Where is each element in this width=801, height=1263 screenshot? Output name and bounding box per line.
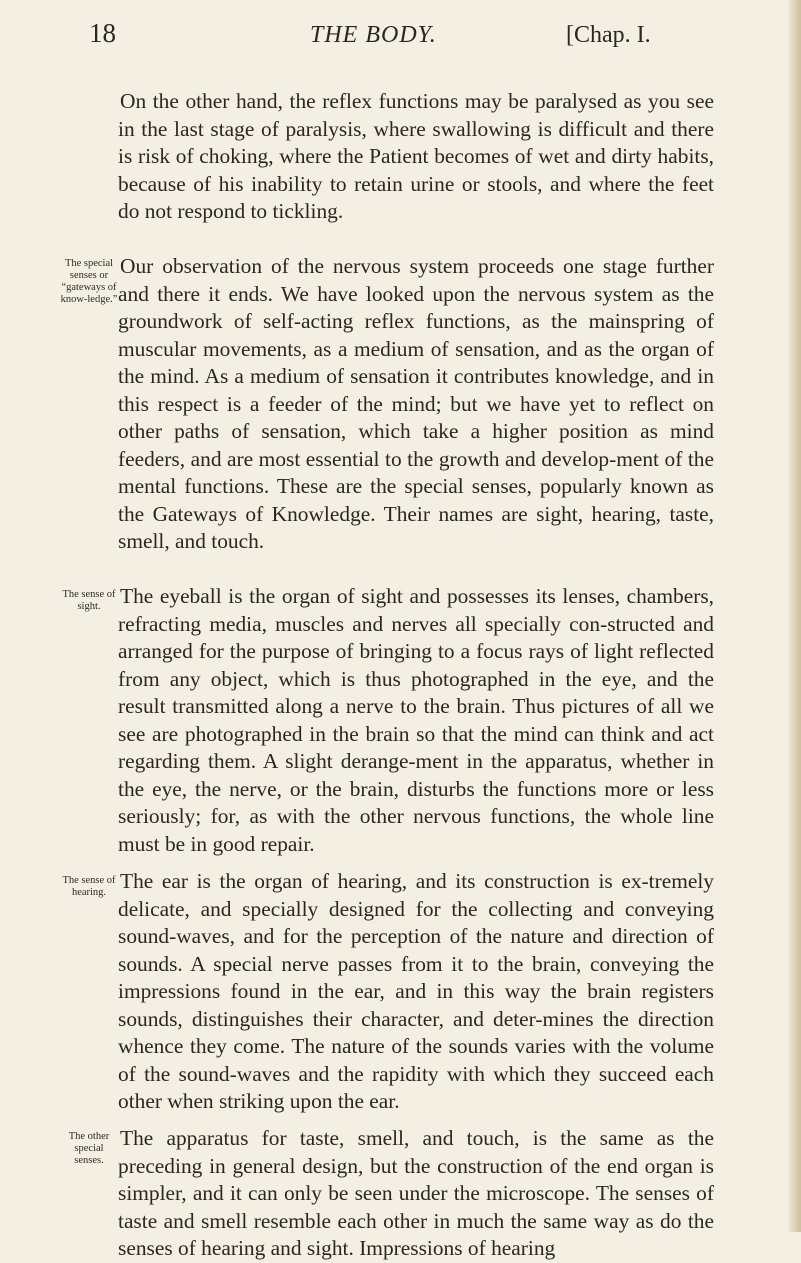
page-number: 18 [89,18,116,48]
chapter-label: [Chap. I. [566,22,651,48]
margin-note-sense-of-sight: The sense of sight. [62,589,116,612]
margin-note-sense-of-hearing: The sense of hearing. [62,875,116,898]
margin-note-other-senses: The other special senses. [68,1131,110,1166]
paragraph-special-senses: Our observation of the nervous system proceeds one stage further and there it ends. We have looked upon the nervous system as the groundwork of self-acting reflex functions, as the mainspring of muscular movements, as a medium of sensation, and as the organ of the mind. As a medium of sensation it contributes knowledge, and in this respect is a feeder of the mind; but we have yet to reflect on other paths of sensation, which take a higher position as mind feeders, and are most essential to the growth and develop-ment of the mental functions. These are the special senses, popularly known as the Gateways of Knowledge. Their names are sight, hearing, taste, smell, and touch. [118,254,714,553]
paragraph-sight: The eyeball is the organ of sight and possesses its lenses, chambers, refracting media, muscles and nerves all specially con-structed and arranged for the purpose of bringing to a focus rays of light reflected from any object, which is thus photographed in the eye, and the result transmitted along a nerve to the brain. Thus pictures of all we see are photographed in the brain so that the mind can think and act regarding them. A slight derange-ment in the apparatus, whether in the eye, the nerve, or the brain, disturbs the functions more or less seriously; for, as with the other nervous functions, the whole line must be in good repair. [118,584,714,856]
paragraph-other-senses: The apparatus for taste, smell, and touch, is the same as the preceding in general design, but the construction of the end organ is simpler, and it can only be seen under the microscope. The senses of taste and smell resemble each other in much the same way as do the senses of hearing and sight. Impressions of hearing [118,1126,714,1260]
paragraph-hearing: The ear is the organ of hearing, and its construction is ex-tremely delicate, and specially designed for the collecting and conveying sound-waves, and for the perception of the nature and direction of sounds. A special nerve passes from it to the brain, conveying the impressions found in the ear, and in this way the brain registers sounds, distinguishes their character, and deter-mines the direction whence they come. The nature of the sounds varies with the volume of the sound-waves and the rapidity with which they succeed each other when striking upon the ear. [118,869,714,1113]
page-edge-shadow [787,0,801,1232]
running-title: THE BODY. [310,22,437,48]
paragraph-reflex-paralysis: On the other hand, the reflex functions may be paralysed as you see in the last stage of paralysis, where swallowing is difficult and there is risk of choking, where the Patient becomes of wet and dirty habits, because of his inability to retain urine or stools, and where the feet do not respond to tickling. [118,89,714,223]
margin-note-special-senses: The special senses or “gateways of know-ledge.” [60,258,118,305]
